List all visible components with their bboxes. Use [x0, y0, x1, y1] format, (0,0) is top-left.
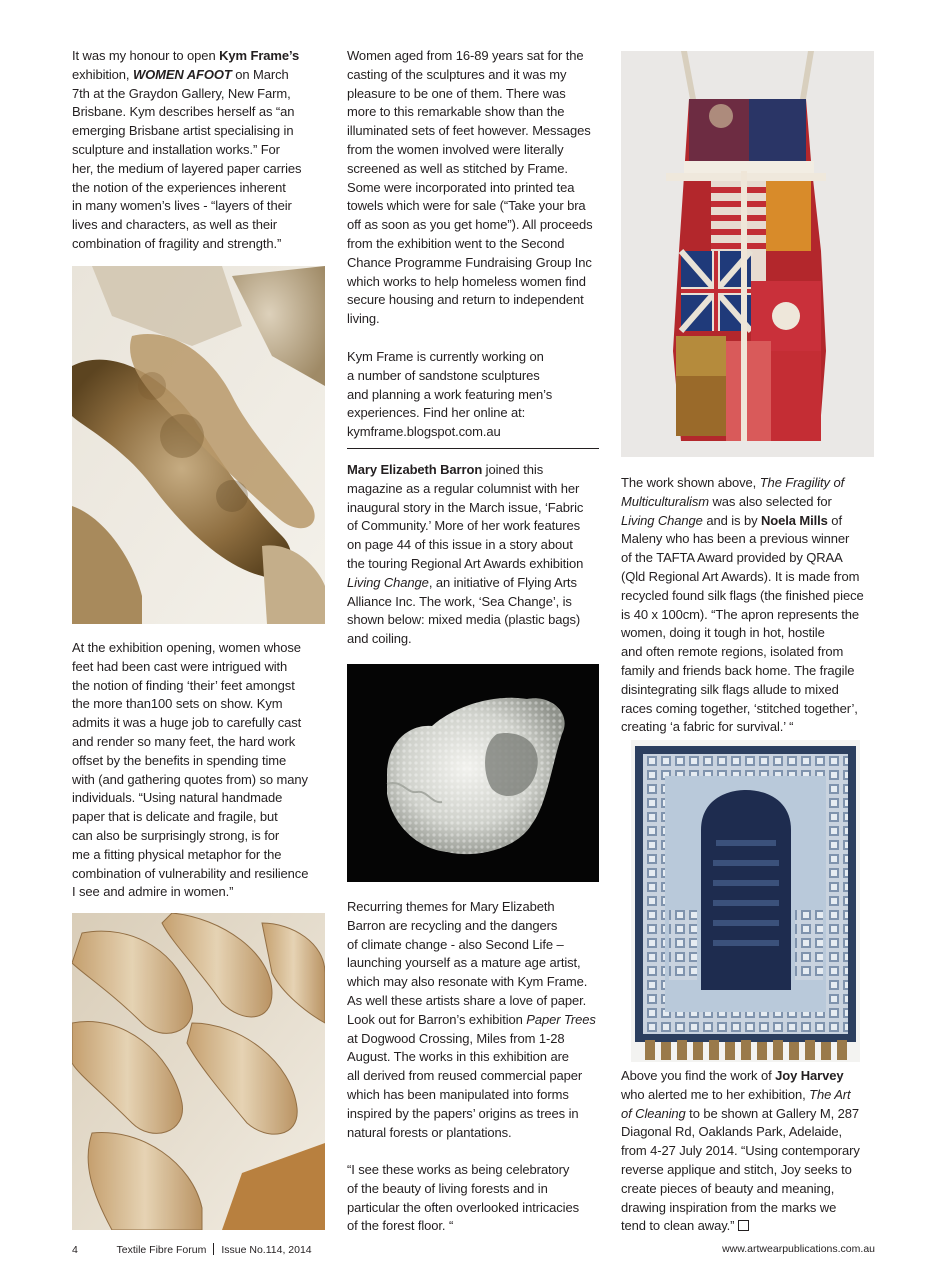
joy-text-e: to be shown at Gallery M, 287 Diagonal Rd, Oaklands Park, Adelaide, from 4-27 July 2014. “Using contemporary reverse applique and stitch, Joy seeks to create pieces of beauty and meaning, drawing inspiration from the marks we tend to clean away.”: [621, 1105, 860, 1234]
opening-text: At the exhibition opening, women whose feet had been cast were intrigued with the notion of finding ‘their’ feet amongst the more than100 sets on show. Kym admits it was a huge job to carefully cast and render so many feet, the hard work offset by the benefits in spending time with (and gathering quotes from) so many individuals. “Using natural handmade paper that is delicate and fragile, but can also be surprisingly strong, is for me a fitting physical metaphor for the combination of vulnerability and resilience I see and admire in women.”: [72, 640, 309, 900]
intro-text-c: exhibition,: [72, 66, 130, 82]
noela-text-a: The work shown above,: [621, 475, 760, 490]
barron-quote-text: “I see these works as being celebratory of the beauty of living forests and in particular the often overlooked intricacies of the forest floor. “: [347, 1162, 579, 1234]
noela-mills-paragraph: [621, 474, 877, 737]
art-of-cleaning-quilt-photo: [631, 740, 860, 1062]
artist-name-kym-frame: Kym Frame’s: [219, 48, 300, 63]
artist-name-mary-barron: Mary Elizabeth Barron: [347, 462, 483, 477]
fragility-of-multiculturalism-apron-photo: [621, 51, 874, 457]
joy-text-a: Above you find the work of: [621, 1068, 776, 1083]
exhibition-title-women-afoot: WOMEN AFOOT: [132, 66, 232, 82]
recurring-themes-paragraph: [347, 898, 603, 1142]
footer-separator: [213, 1243, 214, 1255]
end-of-article-square-icon: [738, 1220, 749, 1231]
issue-number: Issue No.114, 2014: [221, 1244, 312, 1256]
noela-text-c: was also selected for: [712, 493, 832, 509]
noela-text-e: and is by: [702, 512, 761, 528]
website-url[interactable]: www.artwearpublications.com.au: [722, 1243, 875, 1255]
sea-change-sculpture-photo: [347, 664, 599, 882]
mary-text-c: , an initiative of Flying Arts Alliance Inc. The work, ‘Sea Change’, is shown below: mixed media (plastic bags) and coiling.: [347, 574, 581, 647]
paper-feet-sculpture-photo: [72, 266, 325, 624]
exhibition-title-paper-trees: Paper Trees: [526, 1011, 596, 1027]
footer-left: [72, 1243, 312, 1256]
work-title-fragility-of-multiculturalism: The Fragility of Multiculturalism: [621, 475, 845, 509]
mary-text-a: joined this magazine as a regular columnist with her inaugural story in the March issue, ‘Fabric of Community.’ More of her work features on page 44 of this issue in a story about the touring Regional Art Awards exhibition: [347, 462, 584, 571]
section-divider: [347, 448, 599, 449]
kym-frame-current-work: [347, 348, 603, 442]
exhibition-title-living-change: Living Change: [347, 574, 429, 590]
mary-barron-paragraph: [347, 461, 603, 649]
barron-quote-paragraph: [347, 1161, 603, 1236]
themes-text-a: Recurring themes for Mary Elizabeth Barron are recycling and the dangers of climate change - also Second Life – launching yourself as a mature age artist, which may also resonate with Kym Frame. As well these artists share a love of paper. Look out for Barron’s exhibition: [347, 899, 588, 1027]
exhibition-title-living-change-ref: Living Change: [621, 512, 703, 528]
intro-text-e: on March 7th at the Graydon Gallery, New Farm, Brisbane. Kym describes herself as “an emerging Brisbane artist specialising in sculpture and installation works.” For her, the medium of layered paper carries the notion of the experiences inherent in many women’s lives - “layers of their lives and characters, as well as their combination of fragility and strength.”: [72, 66, 302, 251]
publication-name: Textile Fibre Forum: [116, 1244, 207, 1256]
cast-feet-photo: [72, 913, 325, 1230]
noela-text-g: of Maleny who has been a previous winner of the TAFTA Award provided by QRAA (Qld Regional Art Awards). It is made from recycled found silk flags (the finished piece is 40 x 100cm). “The apron represents the women, doing it tough in hot, hostile and often remote regions, isolated from family and friends back home. The fragile disintegrating silk flags allude to mixed races coming together, ‘stitched together’, creating ‘a fabric for survival.’ “: [621, 512, 864, 735]
exhibition-opening-paragraph: [72, 639, 328, 902]
artist-name-joy-harvey: Joy Harvey: [775, 1068, 844, 1083]
themes-text-c: at Dogwood Crossing, Miles from 1-28 August. The works in this exhibition are all derived from reused commercial paper which has been manipulated into forms inspired by the papers’ origins as trees in natural forests or plantations.: [347, 1030, 583, 1140]
sculpture-casting-paragraph: [347, 47, 603, 329]
intro-text-a: It was my honour to open: [72, 48, 220, 63]
joy-harvey-paragraph: [621, 1067, 877, 1236]
casting-text: Women aged from 16-89 years sat for the casting of the sculptures and it was my pleasure to be one of them. There was more to this remarkable show than the illuminated sets of feet however. Messages from the women involved were literally screened as well as stitched by Frame. Some were incorporated into printed tea towels which were for sale (“Take your bra off as soon as you get home”). All proceeds from the exhibition went to the Second Chance Programme Fundraising Group Inc which works to help homeless women find secure housing and return to independent living.: [347, 48, 593, 327]
exhibition-title-art-of-cleaning: The Art of Cleaning: [621, 1086, 851, 1121]
artist-name-noela-mills: Noela Mills: [760, 512, 828, 528]
current-work-text: Kym Frame is currently working on a number of sandstone sculptures and planning a work featuring men’s experiences. Find her online at: kymframe.blogspot.com.au: [347, 349, 553, 440]
kym-frame-intro: [72, 47, 328, 254]
page-number: 4: [72, 1244, 78, 1256]
footer-website-link[interactable]: [722, 1243, 875, 1255]
joy-text-c: who alerted me to her exhibition,: [621, 1086, 806, 1102]
